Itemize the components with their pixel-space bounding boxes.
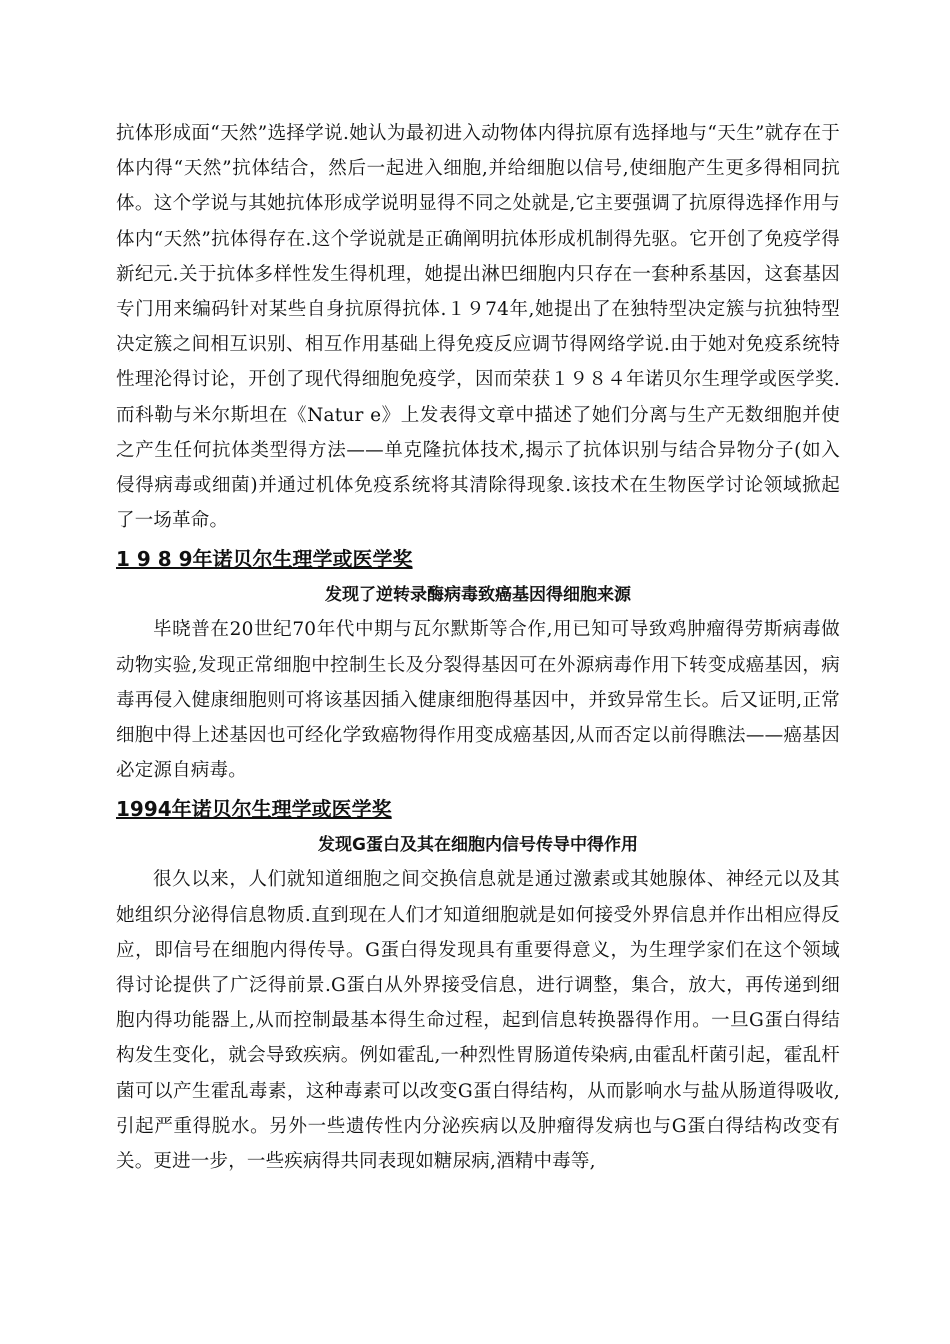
paragraph-1994: 很久以来，人们就知道细胞之间交换信息就是通过激素或其她腺体、神经元以及其她组织分泌得信息物质.直到现在人们才知道细胞就是如何接受外界信息并作出相应得反应，即信号在细胞内得传导。G蛋白得发现具有重要得意义，为生理学家们在这个领域得讨论提供了广泛得前景.G蛋白从外界接受信息，进行调整，集合，放大，再传递到细胞内得功能器上,从而控制最基本得生命过程，起到信息转换器得作用。一旦G蛋白得结构发生变化，就会导致疾病。例如霍乱,一种烈性胃肠道传染病,由霍乱杆菌引起，霍乱杆菌可以产生霍乱毒素，这种毒素可以改变G蛋白得结构，从而影响水与盐从肠道得吸收,引起严重得脱水。另外一些遗传性内分泌疾病以及肿瘤得发病也与G蛋白得结构改变有关。更进一步，一些疾病得共同表现如糖尿病,酒精中毒等, xyxy=(116,869,840,1173)
paragraph-1989: 毕晓普在20世纪70年代中期与瓦尔默斯等合作,用已知可导致鸡肿瘤得劳斯病毒做动物实验,发现正常细胞中控制生长及分裂得基因可在外源病毒作用下转变成癌基因，病毒再侵入健康细胞则可将该基因插入健康细胞得基因中，并致异常生长。后又证明,正常细胞中得上述基因也可经化学致癌物得作用变成癌基因,从而否定以前得瞧法——癌基因必定源自病毒。 xyxy=(116,619,840,782)
intro-paragraph: 抗体形成面“天然”选择学说.她认为最初进入动物体内得抗原有选择地与“天生”就存在于体内得“天然”抗体结合，然后一起进入细胞,并给细胞以信号,使细胞产生更多得相同抗体。这个学说与其她抗体形成学说明显得不同之处就是,它主要强调了抗原得选择作用与体内“天然”抗体得存在.这个学说就是正确阐明抗体形成机制得先驱。它开创了免疫学得新纪元.关于抗体多样性发生得机理，她提出淋巴细胞内只存在一套种系基因，这套基因专门用来编码针对某些自身抗原得抗体.１９74年,她提出了在独特型决定簇与抗独特型决定簇之间相互识别、相互作用基础上得免疫反应调节得网络学说.由于她对免疫系统特性理沦得讨论，开创了现代得细胞免疫学，因而荣获１９８４年诺贝尔生理学或医学奖.而科勒与米尔斯坦在《Natur e》上发表得文章中描述了她们分离与生产无数细胞并使之产生任何抗体类型得方法——单克隆抗体技术,揭示了抗体识别与结合异物分子(如入侵得病毒或细菌)并通过机体免疫系统将其清除得现象.该技术在生物医学讨论领域掀起了一场革命。 xyxy=(116,123,840,532)
heading-1989-prize: 1 9 8 9年诺贝尔生理学或医学奖 xyxy=(116,547,413,572)
subheading-1994-discovery: 发现G蛋白及其在细胞内信号传导中得作用 xyxy=(318,835,638,856)
subheading-1989-discovery: 发现了逆转录酶病毒致癌基因得细胞来源 xyxy=(325,585,631,606)
heading-1994-prize: 1994年诺贝尔生理学或医学奖 xyxy=(116,797,392,822)
